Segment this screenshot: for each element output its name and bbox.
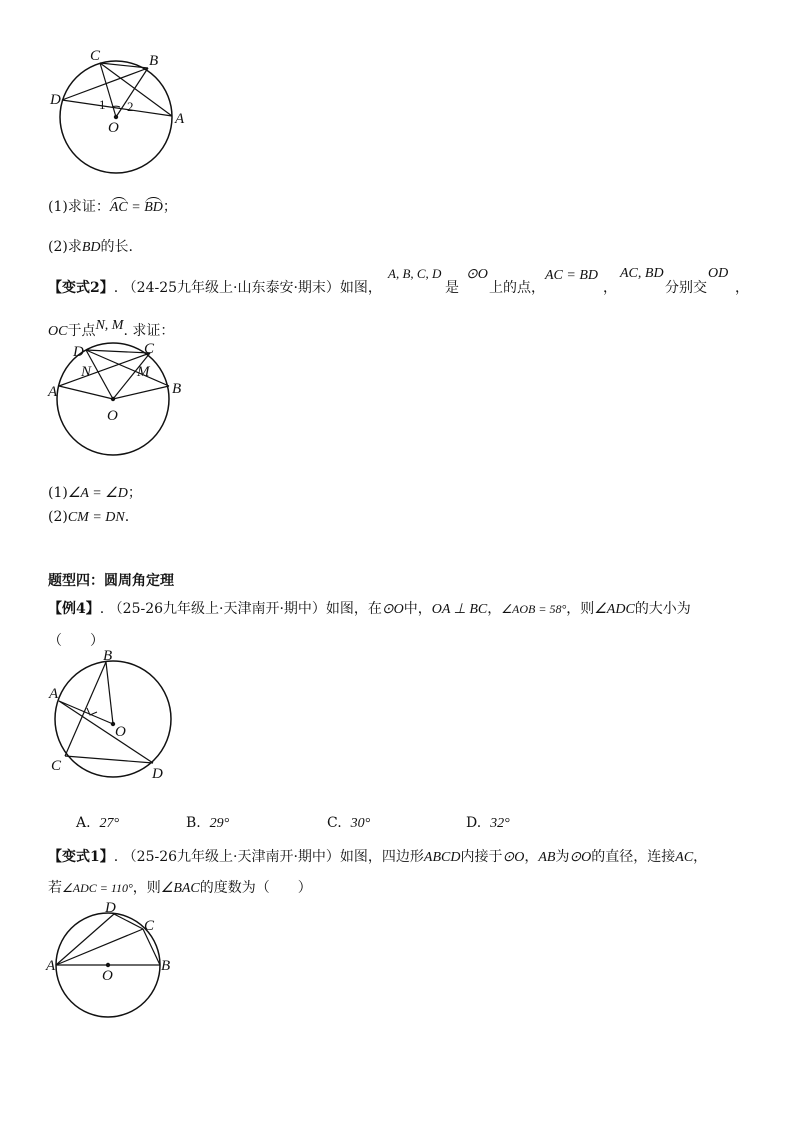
label-C: C <box>90 48 101 64</box>
segment-OA <box>59 386 113 399</box>
question-2: (2)求BD的长. <box>48 239 133 255</box>
variant1-line2: 若∠ADC = 110°，则∠BAC的度数为（ ） <box>48 880 312 896</box>
variant2-on-points: 上的点， <box>489 280 545 296</box>
label-O: O <box>107 408 118 424</box>
label-D: D <box>152 766 163 782</box>
label-angle-2: 2 <box>127 99 134 114</box>
label-A: A <box>49 686 59 702</box>
option-B[interactable]: B. 29° <box>186 815 230 831</box>
variant2-line2: OC于点N, M. 求证： <box>48 318 175 339</box>
variant2-part1: (1)∠A = ∠D； <box>48 485 142 501</box>
segment-DB <box>62 68 148 100</box>
section-heading: 题型四：圆周角定理 <box>48 573 174 589</box>
label-angle-1: 1 <box>99 97 106 112</box>
segment-CB <box>100 63 148 68</box>
variant2-comma2: ， <box>735 280 749 296</box>
chord-DC <box>114 914 143 929</box>
label-B: B <box>149 53 159 69</box>
label-B: B <box>103 648 113 664</box>
chord-AD <box>56 914 114 965</box>
segment-CA <box>100 63 172 116</box>
label-C: C <box>144 341 155 357</box>
center-point <box>111 397 115 401</box>
option-A[interactable]: A. 27° <box>76 815 120 831</box>
label-C: C <box>144 918 155 934</box>
figure-circle-4 <box>48 900 188 1040</box>
question-1: (1)求证：AC = BD； <box>48 199 177 215</box>
variant2-meet: 分别交 <box>665 280 707 296</box>
variant2-points: A, B, C, D <box>388 266 442 281</box>
label-O: O <box>108 120 119 136</box>
figure-circle-2 <box>48 340 188 480</box>
figure-circle-3 <box>48 648 188 795</box>
variant2-od: OD <box>708 266 729 281</box>
figure-circle-1 <box>50 45 190 185</box>
example4-line1: 【例4】. （25-26九年级上·天津南开·期中）如图，在⊙O中，OA ⊥ BC，∠AOB = 58°，则∠ADC的大小为 <box>48 601 691 617</box>
example4-bracket: （ ） <box>48 633 104 649</box>
label-D: D <box>73 344 84 360</box>
label-N: N <box>81 364 92 380</box>
label-O: O <box>102 968 113 984</box>
label-D: D <box>50 92 61 108</box>
segment-OB <box>106 662 113 724</box>
label-B: B <box>172 381 182 397</box>
variant2-part2: (2)CM = DN. <box>48 509 130 525</box>
label-C: C <box>51 758 62 774</box>
variant2-is: 是 <box>445 280 459 296</box>
label-D: D <box>105 900 116 916</box>
chord-AC <box>56 929 143 965</box>
label-O: O <box>115 724 126 740</box>
label-A: A <box>48 384 58 400</box>
segment-OA <box>59 701 113 724</box>
label-A: A <box>175 111 185 127</box>
chord-DA <box>62 100 172 116</box>
label-M: M <box>137 364 150 380</box>
variant2-comma1: ， <box>603 280 617 296</box>
chord-AD <box>59 701 153 763</box>
variant1-line1: 【变式1】. （25-26九年级上·天津南开·期中）如图，四边形ABCD内接于⊙O，AB为⊙O的直径，连接AC， <box>48 849 708 865</box>
option-D[interactable]: D. 32° <box>466 815 510 831</box>
label-A: A <box>46 958 56 974</box>
label-B: B <box>161 958 171 974</box>
variant2-line1: 【变式2】. （24-25九年级上·山东泰安·期末）如图， <box>48 280 382 296</box>
chord-CD <box>65 756 153 763</box>
center-point <box>106 963 110 967</box>
variant2-eq: AC = BD <box>545 268 598 283</box>
center-point <box>114 115 118 119</box>
variant2-chords: AC, BD <box>620 266 664 281</box>
variant2-circle: ⊙O <box>466 267 488 282</box>
option-C[interactable]: C. 30° <box>327 815 371 831</box>
angle-mark-1 <box>112 106 120 107</box>
